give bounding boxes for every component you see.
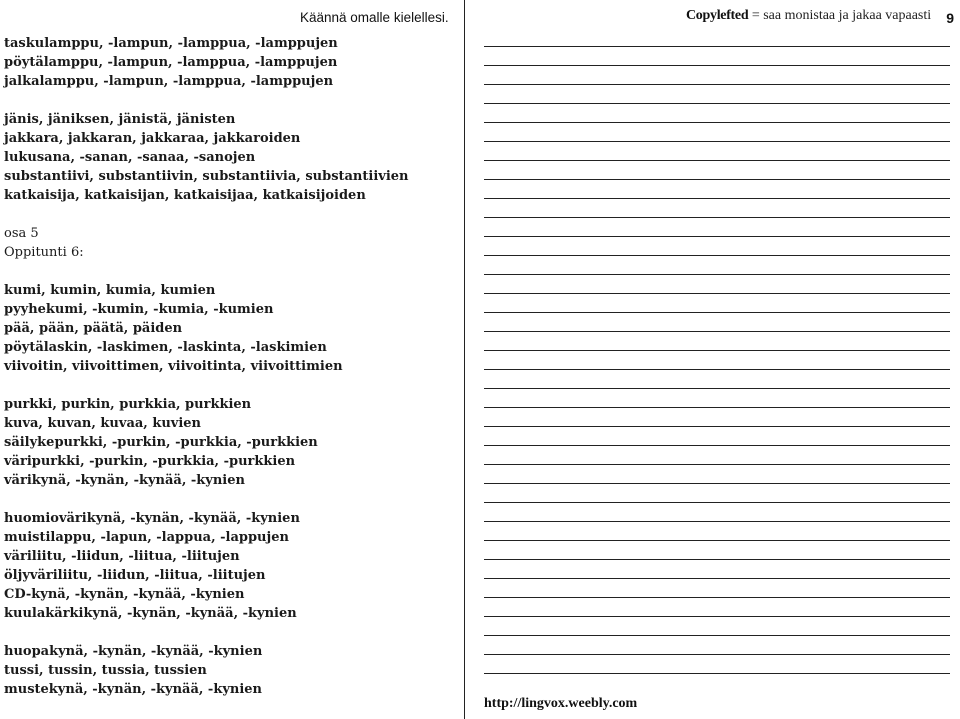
word-line: huomiovärikynä, -kynän, -kynää, -kynien: [4, 511, 300, 526]
writing-line[interactable]: [484, 293, 950, 294]
writing-line[interactable]: [484, 179, 950, 180]
site-url[interactable]: http://lingvox.weebly.com: [484, 696, 638, 711]
writing-line[interactable]: [484, 160, 950, 161]
spacer-line: [4, 91, 409, 110]
writing-line[interactable]: [484, 597, 950, 598]
writing-line[interactable]: [484, 65, 950, 66]
word-line: pöytälaskin, -laskimen, -laskinta, -laskimien: [4, 340, 327, 355]
spacer-line: [4, 623, 409, 642]
writing-line[interactable]: [484, 255, 950, 256]
writing-line[interactable]: [484, 635, 950, 636]
writing-line[interactable]: [484, 331, 950, 332]
writing-line[interactable]: [484, 559, 950, 560]
writing-line[interactable]: [484, 673, 950, 674]
word-line: pää, pään, päätä, päiden: [4, 321, 183, 336]
writing-line[interactable]: [484, 407, 950, 408]
writing-column: [466, 0, 960, 719]
word-line: kuva, kuvan, kuvaa, kuvien: [4, 416, 202, 431]
writing-line[interactable]: [484, 141, 950, 142]
writing-line[interactable]: [484, 46, 950, 47]
word-line: muistilappu, -lapun, -lappua, -lappujen: [4, 530, 289, 545]
word-line: taskulamppu, -lampun, -lamppua, -lamppujen: [4, 36, 338, 51]
word-line: öljyväriliitu, -liidun, -liitua, -liitujen: [4, 568, 266, 583]
word-line: mustekynä, -kynän, -kynää, -kynien: [4, 682, 263, 697]
writing-line[interactable]: [484, 540, 950, 541]
spacer-line: [4, 262, 409, 281]
writing-line[interactable]: [484, 274, 950, 275]
word-line: kumi, kumin, kumia, kumien: [4, 283, 216, 298]
word-line: jalkalamppu, -lampun, -lamppua, -lamppujen: [4, 74, 334, 89]
copyleft-notice: [686, 8, 931, 24]
writing-line[interactable]: [484, 84, 950, 85]
word-line: katkaisija, katkaisijan, katkaisijaa, katkaisijoiden: [4, 188, 366, 203]
word-line: säilykepurkki, -purkin, -purkkia, -purkkien: [4, 435, 318, 450]
writing-line[interactable]: [484, 426, 950, 427]
word-line: osa 5: [4, 226, 39, 241]
word-list: [4, 34, 409, 699]
word-line: jakkara, jakkaran, jakkaraa, jakkaroiden: [4, 131, 301, 146]
writing-line[interactable]: [484, 483, 950, 484]
writing-line[interactable]: [484, 654, 950, 655]
word-line: huopakynä, -kynän, -kynää, -kynien: [4, 644, 263, 659]
writing-line[interactable]: [484, 198, 950, 199]
word-line: substantiivi, substantiivin, substantiivia, substantiivien: [4, 169, 409, 184]
spacer-line: [4, 205, 409, 224]
translate-link[interactable]: Käännä omalle kielellesi.: [300, 10, 449, 25]
writing-line[interactable]: [484, 312, 950, 313]
writing-line[interactable]: [484, 236, 950, 237]
spacer-line: [4, 376, 409, 395]
writing-line[interactable]: [484, 445, 950, 446]
writing-line[interactable]: [484, 388, 950, 389]
copyleft-word: Copylefted: [686, 8, 749, 23]
writing-line[interactable]: [484, 464, 950, 465]
writing-line[interactable]: [484, 616, 950, 617]
word-line: purkki, purkin, purkkia, purkkien: [4, 397, 252, 412]
word-line: pyyhekumi, -kumin, -kumia, -kumien: [4, 302, 274, 317]
writing-line[interactable]: [484, 122, 950, 123]
word-line: CD-kynä, -kynän, -kynää, -kynien: [4, 587, 245, 602]
word-line: värikynä, -kynän, -kynää, -kynien: [4, 473, 245, 488]
column-divider: [464, 0, 465, 719]
word-line: pöytälamppu, -lampun, -lamppua, -lamppujen: [4, 55, 338, 70]
writing-line[interactable]: [484, 369, 950, 370]
writing-line[interactable]: [484, 521, 950, 522]
writing-line[interactable]: [484, 502, 950, 503]
word-list-column: [0, 0, 464, 719]
page-number: 9: [946, 10, 954, 26]
writing-line[interactable]: [484, 578, 950, 579]
word-line: viivoitin, viivoittimen, viivoitinta, viivoittimien: [4, 359, 343, 374]
writing-line[interactable]: [484, 217, 950, 218]
writing-line[interactable]: [484, 350, 950, 351]
word-line: jänis, jäniksen, jänistä, jänisten: [4, 112, 236, 127]
word-line: väripurkki, -purkin, -purkkia, -purkkien: [4, 454, 296, 469]
writing-line[interactable]: [484, 103, 950, 104]
word-line: tussi, tussin, tussia, tussien: [4, 663, 207, 678]
word-line: Oppitunti 6:: [4, 245, 84, 260]
word-line: lukusana, -sanan, -sanaa, -sanojen: [4, 150, 256, 165]
spacer-line: [4, 490, 409, 509]
word-line: kuulakärkikynä, -kynän, -kynää, -kynien: [4, 606, 297, 621]
copyleft-text: = saa monistaa ja jakaa vapaasti: [748, 8, 932, 23]
word-line: väriliitu, -liidun, -liitua, -liitujen: [4, 549, 240, 564]
